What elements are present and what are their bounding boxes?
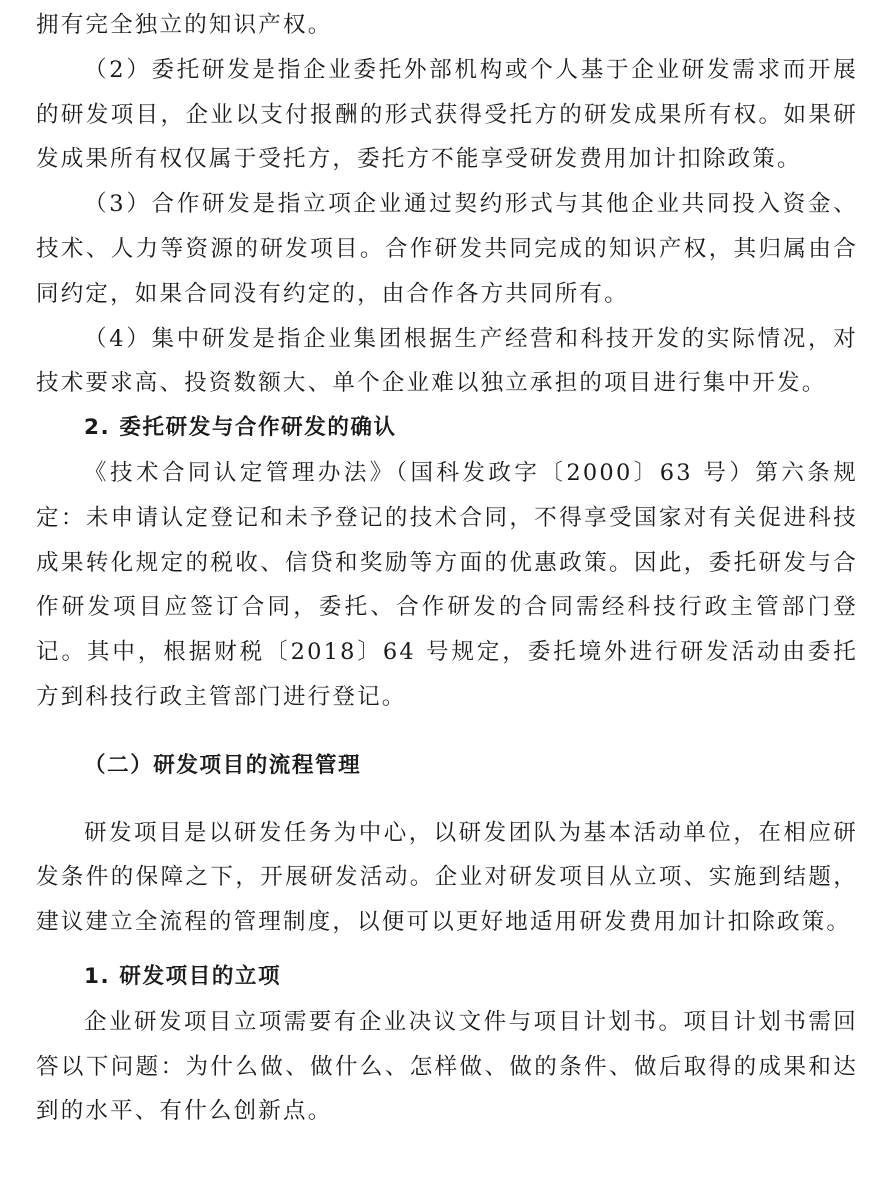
heading-project-initiation: 1. 研发项目的立项 xyxy=(84,963,282,989)
section-heading-process-management: （二）研发项目的流程管理 xyxy=(84,752,362,778)
paragraph-centralized-rd: （4）集中研发是指企业集团根据生产经营和科技开发的实际情况，对技术要求高、投资数额大、单个企业难以独立承担的项目进行集中开发。 xyxy=(36,325,858,397)
paragraph-contract-rules: 《技术合同认定管理办法》（国科发政字〔2000〕63 号）第六条规定：未申请认定登记和未予登记的技术合同，不得享受国家对有关促进科技成果转化规定的税收、信贷和奖励等方面的优惠政策。因此，委托研发与合作研发项目应签订合同，委托、合作研发的合同需经科技行政主管部门登记。其中，根据财税〔2018〕64 号规定，委托境外进行研发活动由委托方到科技行政主管部门进行登记。 xyxy=(36,459,858,710)
document-page xyxy=(36,0,858,1194)
heading-confirmation: 2. 委托研发与合作研发的确认 xyxy=(84,415,397,441)
paragraph-cooperative-rd: （3）合作研发是指立项企业通过契约形式与其他企业共同投入资金、技术、人力等资源的研发项目。合作研发共同完成的知识产权，其归属由合同约定，如果合同没有约定的，由合作各方共同所有。 xyxy=(36,191,858,307)
paragraph-continuation: 拥有完全独立的知识产权。 xyxy=(36,12,333,38)
paragraph-process-overview: 研发项目是以研发任务为中心，以研发团队为基本活动单位，在相应研发条件的保障之下，开展研发活动。企业对研发项目从立项、实施到结题，建议建立全流程的管理制度，以便可以更好地适用研发费用加计扣除政策。 xyxy=(36,819,858,936)
paragraph-project-initiation: 企业研发项目立项需要有企业决议文件与项目计划书。项目计划书需回答以下问题：为什么做、做什么、怎样做、做的条件、做后取得的成果和达到的水平、有什么创新点。 xyxy=(36,1008,858,1125)
paragraph-entrusted-rd: （2）委托研发是指企业委托外部机构或个人基于企业研发需求而开展的研发项目，企业以支付报酬的形式获得受托方的研发成果所有权。如果研发成果所有权仅属于受托方，委托方不能享受研发费用加计扣除政策。 xyxy=(36,56,858,173)
